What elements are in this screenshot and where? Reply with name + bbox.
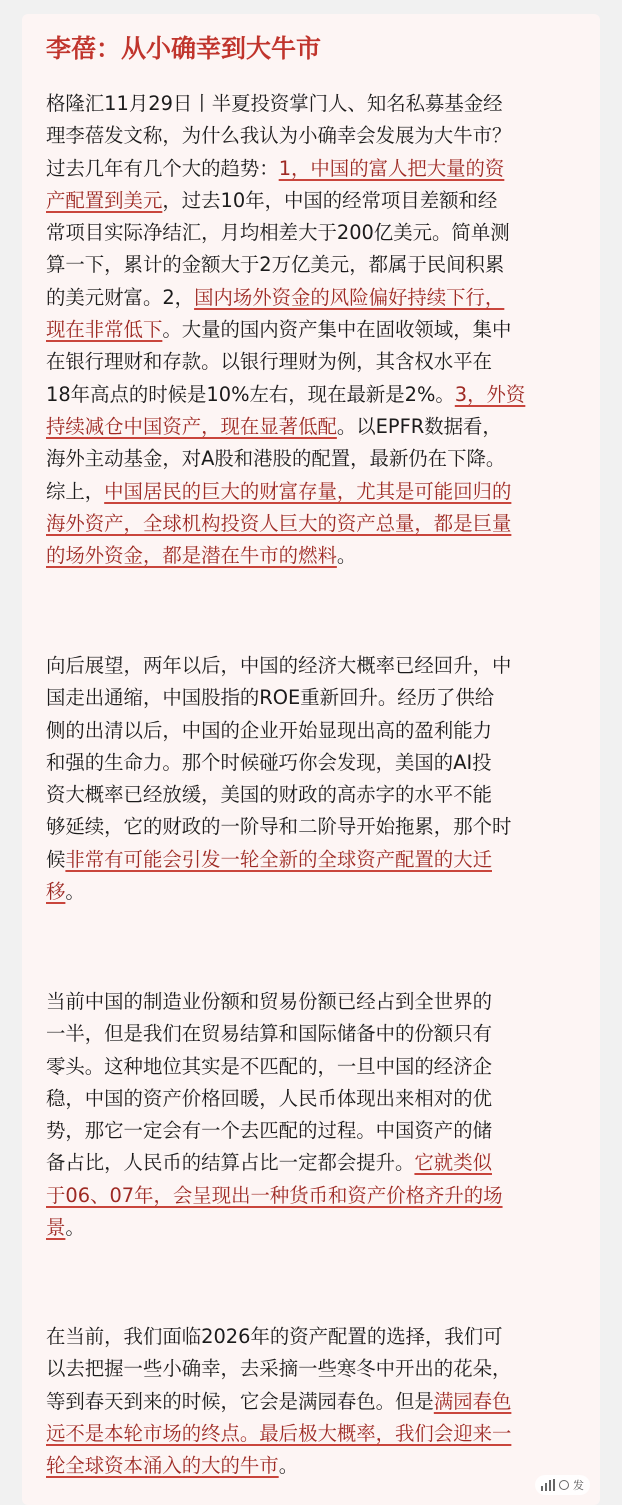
paragraph-conclusion [46, 1321, 586, 1482]
highlighted-text: 移 [46, 880, 66, 904]
body-text: 。大量的国内资产集中在固收领域，集中 [162, 318, 512, 342]
text-line [46, 1353, 586, 1385]
text-line [46, 1051, 586, 1083]
watermark [535, 1475, 590, 1495]
paragraph-trends [46, 88, 586, 572]
text-line [46, 282, 586, 314]
text-line [46, 217, 586, 249]
highlighted-text: 远不是本轮市场的终点。最后极大概率，我们会迎来一 [46, 1421, 512, 1445]
text-line [46, 120, 586, 152]
highlighted-text: 1，中国的富人把大量的资 [278, 156, 505, 180]
text-line [46, 1018, 586, 1050]
text-line [46, 379, 586, 411]
text-line [46, 1386, 586, 1418]
highlighted-text: 于06、07年，会呈现出一种货币和资产价格齐升的场 [46, 1183, 503, 1207]
highlighted-text: 的场外资金，都是潜在牛市的燃料 [46, 544, 337, 568]
body-text: ，过去10年，中国的经常项目差额和经 [162, 188, 498, 212]
body-text: 的美元财富。2， [46, 285, 195, 309]
body-text: 在银行理财和存款。以银行理财为例，其含权水平在 [46, 350, 492, 374]
body-text: 常项目实际净结汇，月均相差大于200亿美元。简单测 [46, 221, 510, 245]
highlighted-text: 轮全球资本涌入的大的牛市 [46, 1454, 279, 1478]
text-line [46, 508, 586, 540]
text-line [46, 1083, 586, 1115]
text-line [46, 314, 586, 346]
body-text: 备占比，人民币的结算占比一定都会提升。 [46, 1151, 415, 1175]
body-text: 和强的生命力。那个时候碰巧你会发现，美国的AI投 [46, 750, 492, 774]
body-text: 向后展望，两年以后，中国的经济大概率已经回升，中 [46, 654, 512, 677]
body-text: 。 [336, 544, 357, 568]
article-card [22, 14, 600, 1505]
text-line [46, 476, 586, 508]
highlighted-text: 持续减仓中国资产，现在显著低配 [46, 414, 337, 438]
body-text: 稳，中国的资产价格回暖，人民币体现出来相对的优 [46, 1086, 492, 1110]
body-text: 。 [65, 880, 85, 904]
text-line [46, 153, 586, 185]
text-line [46, 88, 586, 120]
body-text: 算一下，累计的金额大于2万亿美元，都属于民间积累 [46, 253, 505, 277]
text-line [46, 411, 586, 443]
body-text: 海外主动基金，对A股和港股的配置，最新仍在下降。 [46, 447, 506, 471]
highlighted-text: 非常有可能会引发一轮全新的全球资产配置的大迁 [65, 847, 492, 871]
text-line [46, 1212, 586, 1244]
text-line [46, 1180, 586, 1212]
body-text: 。以EPFR数据看， [336, 414, 502, 438]
body-text: 资大概率已经放缓，美国的财政的高赤字的水平不能 [46, 783, 492, 807]
watermark-label: 发 [573, 1479, 584, 1492]
body-text: 以去把握一些小确幸，去采摘一些寒冬中开出的花朵， [46, 1357, 512, 1381]
body-text: 格隆汇11月29日丨半夏投资掌门人、知名私募基金经 [46, 92, 503, 115]
body-text: 够延续，它的财政的一阶导和二阶导开始拖累，那个时 [46, 815, 512, 839]
article-title: 李蓓：从小确幸到大牛市 [46, 34, 322, 63]
highlighted-text: 景 [46, 1216, 66, 1240]
text-line [46, 540, 586, 572]
text-line [46, 844, 586, 876]
body-text: 势，那它一定会有一个去匹配的过程。中国资产的储 [46, 1119, 492, 1143]
body-text: 当前中国的制造业份额和贸易份额已经占到全世界的 [46, 990, 492, 1013]
body-text: 候 [46, 847, 66, 871]
text-line [46, 443, 586, 475]
body-text: 理李蓓发文称，为什么我认为小确幸会发展为大牛市？ [46, 124, 512, 148]
text-line [46, 715, 586, 747]
highlighted-text: 海外资产，全球机构投资人巨大的资产总量，都是巨量 [46, 511, 512, 535]
text-line [46, 1418, 586, 1450]
body-text: 一半，但是我们在贸易结算和国际储备中的份额只有 [46, 1022, 492, 1046]
body-text: 过去几年有几个大的趋势： [46, 156, 279, 180]
highlighted-text: 满园春色 [433, 1389, 512, 1413]
text-line [46, 185, 586, 217]
body-text: 。 [278, 1454, 299, 1478]
body-text: 零头。这种地位其实是不匹配的，一旦中国的经济企 [46, 1054, 492, 1078]
text-line [46, 811, 586, 843]
body-text: 18年高点的时候是10%左右，现在最新是2%。 [46, 382, 455, 406]
text-line [46, 986, 586, 1018]
text-line [46, 1321, 586, 1353]
highlighted-text: 3，外资 [454, 382, 526, 406]
highlighted-text: 产配置到美元 [46, 188, 163, 212]
highlighted-text: 国内场外资金的风险偏好持续下行， [194, 285, 505, 309]
body-text: 综上， [46, 479, 105, 503]
text-line [46, 346, 586, 378]
text-line [46, 1115, 586, 1147]
body-text: 。 [65, 1216, 85, 1240]
text-line [46, 779, 586, 811]
text-line [46, 876, 586, 908]
text-line [46, 249, 586, 281]
circle-icon [559, 1480, 569, 1490]
text-line [46, 1450, 586, 1482]
body-text: 侧的出清以后，中国的企业开始显现出高的盈利能力 [46, 718, 492, 742]
text-line [46, 682, 586, 714]
paragraph-currency [46, 986, 586, 1244]
highlighted-text: 现在非常低下 [46, 318, 163, 342]
paragraph-outlook [46, 650, 586, 908]
body-text: 国走出通缩，中国股指的ROE重新回升。经历了供给 [46, 686, 495, 710]
text-line [46, 1147, 586, 1179]
highlighted-text: 中国居民的巨大的财富存量，尤其是可能回归的 [104, 479, 512, 503]
text-line [46, 747, 586, 779]
highlighted-text: 它就类似 [414, 1151, 492, 1175]
body-text: 在当前，我们面临2026年的资产配置的选择，我们可 [46, 1325, 503, 1348]
body-text: 等到春天到来的时候，它会是满园春色。但是 [46, 1389, 434, 1413]
text-line [46, 650, 586, 682]
signal-bars-icon [541, 1479, 555, 1491]
